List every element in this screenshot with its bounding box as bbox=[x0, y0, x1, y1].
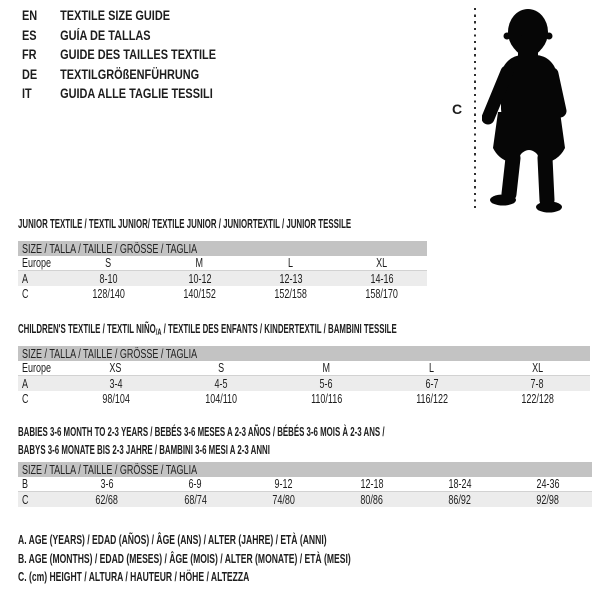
legend bbox=[18, 531, 522, 587]
size-header-bar bbox=[18, 346, 590, 361]
height-measure-label: C bbox=[452, 101, 463, 117]
cell: 9-12 bbox=[274, 477, 293, 491]
children-size-table bbox=[18, 346, 590, 406]
legend-line-a: A. AGE (YEARS) / EDAD (AÑOS) / ÂGE (ANS) / ALTER (JAHRE) / ETÀ (ANNI) bbox=[18, 532, 327, 547]
size-header-label: SIZE / TALLA / TAILLE / GRÖSSE / TAGLIA bbox=[22, 346, 198, 361]
cell: 98/104 bbox=[101, 391, 130, 406]
cell: S bbox=[105, 256, 112, 270]
cell: 6-9 bbox=[188, 477, 202, 491]
cell: XS bbox=[109, 361, 122, 375]
size-header-bar bbox=[18, 462, 592, 477]
cell: 80/86 bbox=[360, 492, 383, 507]
language-title-list bbox=[22, 6, 262, 104]
height-measure-dotted-line bbox=[474, 8, 476, 211]
language-row bbox=[22, 6, 216, 26]
language-title: GUÍA DE TALLAS bbox=[60, 27, 151, 43]
table-row bbox=[18, 361, 590, 376]
junior-section-title: JUNIOR TEXTILE / TEXTIL JUNIOR/ TEXTILE JUNIOR / JUNIORTEXTIL / JUNIOR TESSILE bbox=[18, 217, 352, 231]
table-row bbox=[18, 391, 590, 406]
row-label: C bbox=[22, 391, 29, 406]
cell: S bbox=[218, 361, 225, 375]
cell: 140/152 bbox=[183, 286, 216, 301]
row-label: Europe bbox=[22, 361, 52, 375]
language-row bbox=[22, 45, 216, 65]
language-code: ES bbox=[22, 27, 37, 43]
legend-line-b: B. AGE (MONTHS) / EDAD (MESES) / ÂGE (MOIS) / ALTER (MONATE) / ETÀ (MESI) bbox=[18, 550, 351, 566]
cell: 92/98 bbox=[536, 492, 560, 507]
size-header-label: SIZE / TALLA / TAILLE / GRÖSSE / TAGLIA bbox=[22, 462, 198, 477]
row-label: A bbox=[22, 271, 29, 286]
cell: 116/122 bbox=[415, 391, 448, 406]
cell: 14-16 bbox=[369, 271, 394, 286]
cell: 7-8 bbox=[530, 376, 544, 391]
cell: 12-13 bbox=[278, 271, 303, 286]
children-section-title: CHILDREN'S TEXTILE / TEXTIL $NIÑO_{/A}$ / TEXTILE DES ENFANTS / KINDERTEXTIL / BAMBINI TESSILE bbox=[18, 322, 397, 337]
language-title: GUIDE DES TAILLES TEXTILE bbox=[60, 47, 217, 62]
cell: M bbox=[322, 361, 331, 375]
legend-line-c: C. (cm) HEIGHT / ALTURA / HAUTEUR / HÖHE / ALTEZZA bbox=[18, 569, 250, 584]
cell: 5-6 bbox=[319, 376, 334, 391]
cell: 62/68 bbox=[95, 492, 119, 507]
cell: 10-12 bbox=[187, 271, 212, 286]
language-title: TEXTILGRÖßENFÜHRUNG bbox=[60, 66, 200, 82]
table-row bbox=[18, 477, 592, 492]
cell: L bbox=[287, 256, 293, 270]
cell: 6-7 bbox=[425, 376, 439, 391]
cell: XL bbox=[375, 256, 387, 270]
cell: L bbox=[429, 361, 435, 375]
cell: 152/158 bbox=[274, 286, 307, 301]
size-header-bar bbox=[18, 241, 427, 256]
row-label: Europe bbox=[22, 256, 52, 270]
cell: 4-5 bbox=[214, 376, 228, 391]
cell: 128/140 bbox=[92, 286, 125, 301]
babies-size-table bbox=[18, 462, 592, 507]
language-title: TEXTILE SIZE GUIDE bbox=[60, 8, 171, 23]
language-row bbox=[22, 65, 216, 85]
cell: 24-36 bbox=[536, 477, 560, 491]
cell: 18-24 bbox=[448, 477, 472, 491]
cell: 122/128 bbox=[521, 391, 554, 406]
cell: 68/74 bbox=[183, 492, 207, 507]
baby-silhouette-icon bbox=[482, 8, 580, 216]
table-row bbox=[18, 271, 427, 286]
row-label: C bbox=[22, 492, 29, 507]
row-label: B bbox=[22, 477, 29, 491]
junior-size-table bbox=[18, 241, 427, 301]
cell: 3-6 bbox=[100, 477, 114, 491]
language-code: DE bbox=[22, 66, 38, 82]
row-label: C bbox=[22, 286, 29, 301]
cell: 3-4 bbox=[109, 376, 123, 391]
cell: 8-10 bbox=[99, 271, 118, 286]
cell: 86/92 bbox=[448, 492, 472, 507]
language-code: FR bbox=[22, 47, 37, 62]
cell: M bbox=[195, 256, 204, 270]
language-row bbox=[22, 26, 216, 46]
cell: 104/110 bbox=[205, 391, 238, 406]
table-row bbox=[18, 492, 592, 507]
cell: 74/80 bbox=[272, 492, 295, 507]
cell: 158/170 bbox=[365, 286, 398, 301]
language-row bbox=[22, 84, 216, 104]
table-row bbox=[18, 256, 427, 271]
language-code: EN bbox=[22, 8, 38, 23]
language-title: GUIDA ALLE TAGLIE TESSILI bbox=[60, 86, 213, 101]
babies-section-title: BABIES 3-6 MONTH TO 2-3 YEARS / BEBÉS 3-6 MESES A 2-3 AÑOS / BÉBÉS 3-6 MOIS À 2-3 ANS / BABYS 3-6 MONATE BIS 2-3 JAHRE / BAMBINI 3-6 MESI A 2-3 ANNI bbox=[18, 425, 385, 457]
language-code: IT bbox=[22, 86, 32, 101]
cell: 12-18 bbox=[360, 477, 384, 491]
cell: XL bbox=[531, 361, 543, 375]
subscript: /A bbox=[155, 327, 162, 337]
row-label: A bbox=[22, 376, 29, 391]
table-row bbox=[18, 286, 427, 301]
table-row bbox=[18, 376, 590, 391]
cell: 110/116 bbox=[310, 391, 343, 406]
size-header-label: SIZE / TALLA / TAILLE / GRÖSSE / TAGLIA bbox=[22, 241, 198, 256]
